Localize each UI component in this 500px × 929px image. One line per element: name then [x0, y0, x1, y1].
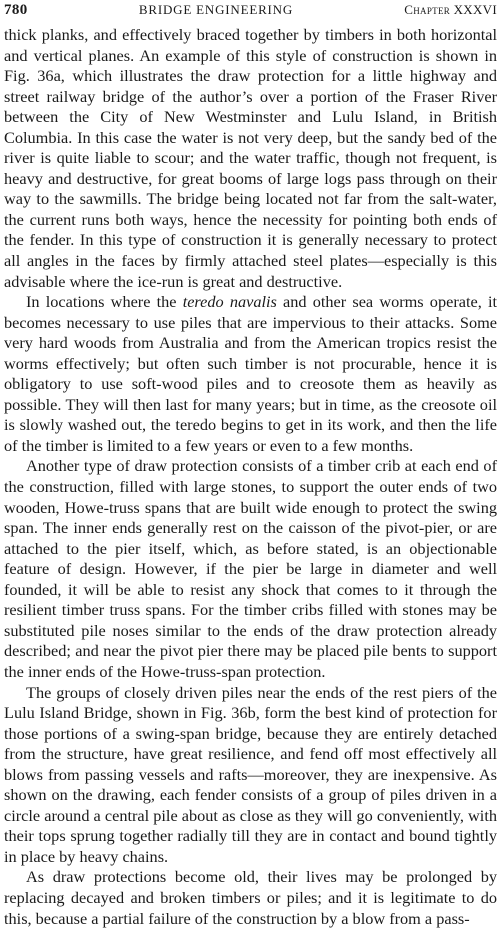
- running-head: [4, 2, 497, 22]
- paragraph-text: In locations where the: [26, 292, 183, 312]
- paragraph: [4, 25, 497, 292]
- paragraph-text: and other sea worms operate, it becomes necessary to use piles that are impervious to their attacks. Some very hard woods from Australia and from the American tropics resist the worms effectively; but often such timber is not procurable, hence it is obligatory to use soft-wood piles and to creosote them as heavily as possible. They will then last for many years; but in time, as the creosote oil is slowly washed out, the teredo begins to get in its work, and then the life of the timber is limited to a few years or even to a few months.: [4, 292, 498, 455]
- paragraph-text: The groups of closely driven piles near the ends of the rest piers of the Lulu Island Bridge, shown in Fig. 36b, form the best kind of protection for those portions of a swing-span bridge, because they are entirely detached from the structure, have great resilience, and fend off most effectively all blows from passing vessels and rafts—moreover, they are inexpensive. As shown on the drawing, each fender consists of a group of piles driven in a circle around a central pile about as close as they will go conveniently, with their tops sprung together radially till they are in contact and bound tightly in place by heavy chains.: [4, 682, 497, 866]
- italic-term: teredo navalis: [182, 292, 277, 312]
- running-title: BRIDGE ENGINEERING: [138, 2, 294, 17]
- chapter-label: Chapter XXXVI: [404, 2, 497, 17]
- paragraph-text: As draw protections become old, their lives may be prolonged by replacing decayed and broken timbers or piles; and it is legitimate to do this, because a partial failure of the construction by a blow from a pass-: [4, 867, 497, 928]
- paragraph: [4, 867, 497, 929]
- paragraph: [4, 292, 497, 456]
- paragraph-text: thick planks, and effectively braced together by timbers in both horizontal and vertical planes. An example of this style of construction is shown in Fig. 36a, which illustrates the draw protection for a little highway and street railway bridge of the author’s over a portion of the Fraser River between the City of New Westminster and Lulu Island, in British Columbia. In this case the water is not very deep, but the sandy bed of the river is quite liable to scour; and the water traffic, though not frequent, is heavy and destructive, for great booms of large logs pass through on their way to the sawmills. The bridge being located not far from the salt-water, the current runs both ways, hence the necessity for pointing both ends of the fender. In this type of construction it is generally necessary to protect all angles in the faces by firmly attached steel plates—especially is this advisable where the ice-run is great and destructive.: [4, 25, 497, 291]
- body-text: [4, 25, 497, 929]
- paragraph: [4, 683, 497, 868]
- page-number: 780: [4, 2, 28, 18]
- paragraph-text: Another type of draw protection consists of a timber crib at each end of the construction, filled with large stones, to support the outer ends of two wooden, Howe-truss spans that are built wide enough to protect the swing span. The inner ends generally rest on the caisson of the pivot-pier, or are attached to the pier itself, which, as before stated, is an objectionable feature of design. However, if the pier be large in diameter and well founded, it will be able to resist any shock that comes to it through the resilient timber truss spans. For the timber cribs filled with stones may be substituted pile noses similar to the ends of the draw protection already described; and near the pivot pier there may be placed pile bents to support the inner ends of the Howe-truss-span protection.: [4, 456, 497, 681]
- paragraph: [4, 456, 497, 682]
